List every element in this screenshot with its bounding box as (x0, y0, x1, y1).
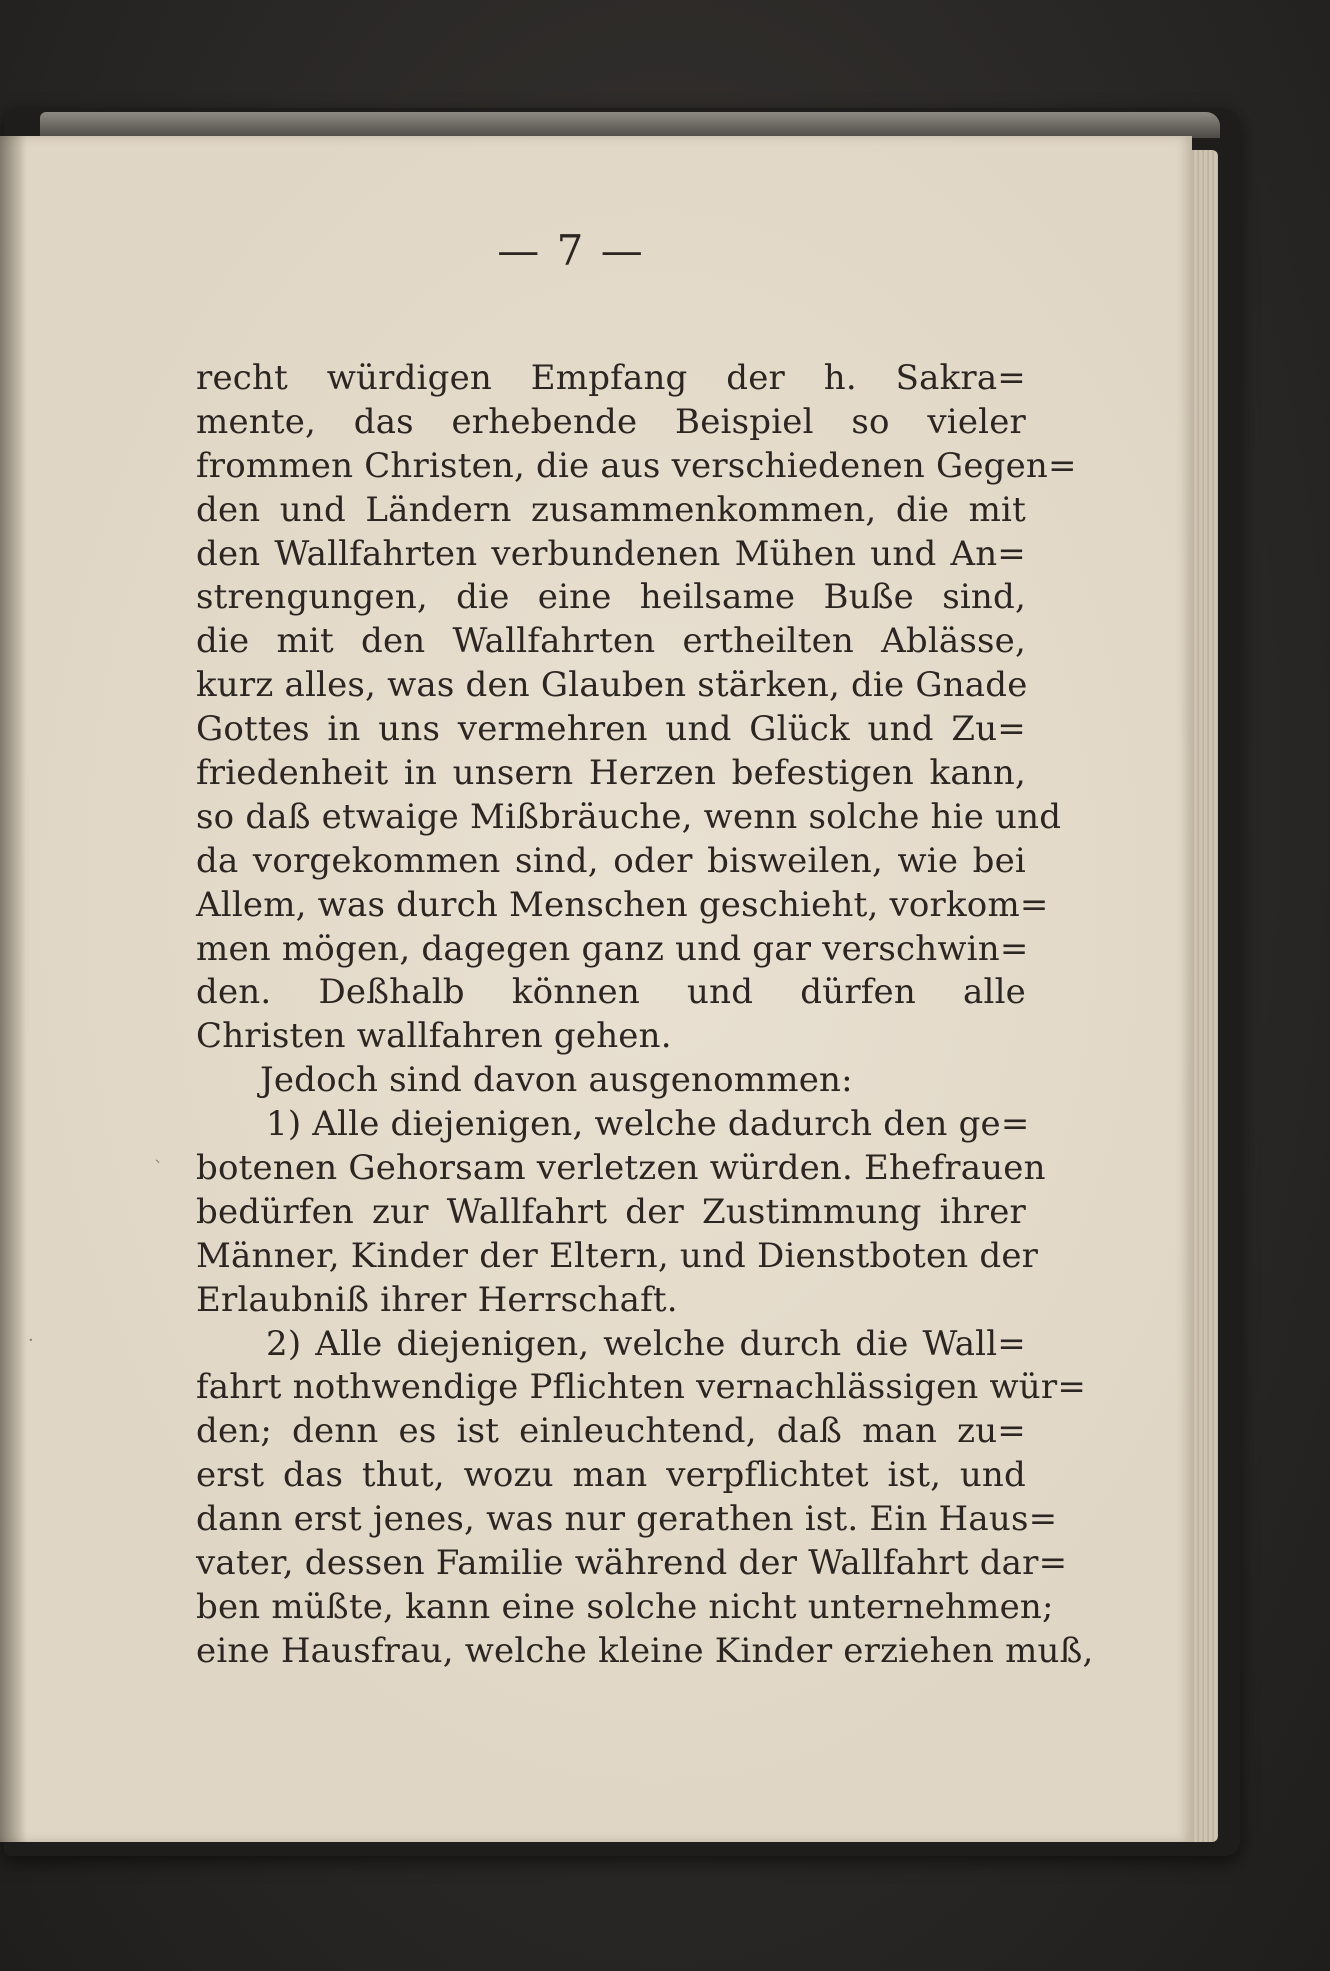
text-line: Allem, was durch Menschen geschieht, vorkom= (196, 884, 1049, 925)
text-line: ben müßte, kann eine solche nicht unternehmen; (196, 1586, 1054, 1627)
text-line: die mit den Wallfahrten ertheilten Ablässe, (196, 621, 1026, 662)
text-line: fahrt nothwendige Pflichten vernachlässigen wür= (196, 1367, 1087, 1408)
page-number: — 7 — (497, 226, 645, 275)
book-cover-top-edge (40, 112, 1220, 138)
text-line: den; denn es ist einleuchtend, daß man zu= (196, 1411, 1026, 1452)
text-line: Gottes in uns vermehren und Glück und Zu= (196, 709, 1026, 750)
text-line: eine Hausfrau, welche kleine Kinder erziehen muß, (196, 1630, 1094, 1671)
text-line: erst das thut, wozu man verpflichtet ist, und (196, 1455, 1026, 1496)
text-line: friedenheit in unsern Herzen befestigen kann, (196, 753, 1026, 794)
body-text (196, 356, 1094, 1673)
text-line: Männer, Kinder der Eltern, und Dienstboten der (196, 1235, 1039, 1276)
text-line: men mögen, dagegen ganz und gar verschwin= (196, 928, 1029, 969)
text-line: bedürfen zur Wallfahrt der Zustimmung ihrer (196, 1191, 1026, 1232)
text-line: frommen Christen, die aus verschiedenen Gegen= (196, 445, 1077, 486)
text-line: Jedoch sind davon ausgenommen: (260, 1060, 853, 1101)
text-line: den Wallfahrten verbundenen Mühen und An= (196, 533, 1026, 574)
paper-blemish: ` (154, 1158, 163, 1179)
text-line: dann erst jenes, was nur gerathen ist. Ein Haus= (196, 1499, 1058, 1540)
text-line: 2) Alle diejenigen, welche durch die Wall= (266, 1323, 1026, 1364)
text-line: Christen wallfahren gehen. (196, 1016, 672, 1057)
text-line: recht würdigen Empfang der h. Sakra= (196, 358, 1026, 398)
text-line: 1) Alle diejenigen, welche dadurch den ge= (266, 1104, 1030, 1145)
text-line: strengungen, die eine heilsame Buße sind, (196, 577, 1026, 618)
text-line: Erlaubniß ihrer Herrschaft. (196, 1279, 678, 1320)
text-line: kurz alles, was den Glauben stärken, die Gnade (196, 665, 1028, 706)
text-line: so daß etwaige Mißbräuche, wenn solche hie und (196, 796, 1062, 837)
paper-blemish: · (28, 1330, 34, 1351)
text-line: botenen Gehorsam verletzen würden. Ehefrauen (196, 1148, 1046, 1189)
page-content (196, 226, 1094, 1673)
text-line: den und Ländern zusammenkommen, die mit (196, 489, 1026, 530)
text-line: mente, das erhebende Beispiel so vieler (196, 401, 1026, 442)
text-line: den. Deßhalb können und dürfen alle (196, 972, 1026, 1013)
text-line: da vorgekommen sind, oder bisweilen, wie bei (196, 840, 1026, 881)
spine-shadow (0, 136, 26, 1842)
text-line: vater, dessen Familie während der Wallfahrt dar= (196, 1543, 1068, 1584)
